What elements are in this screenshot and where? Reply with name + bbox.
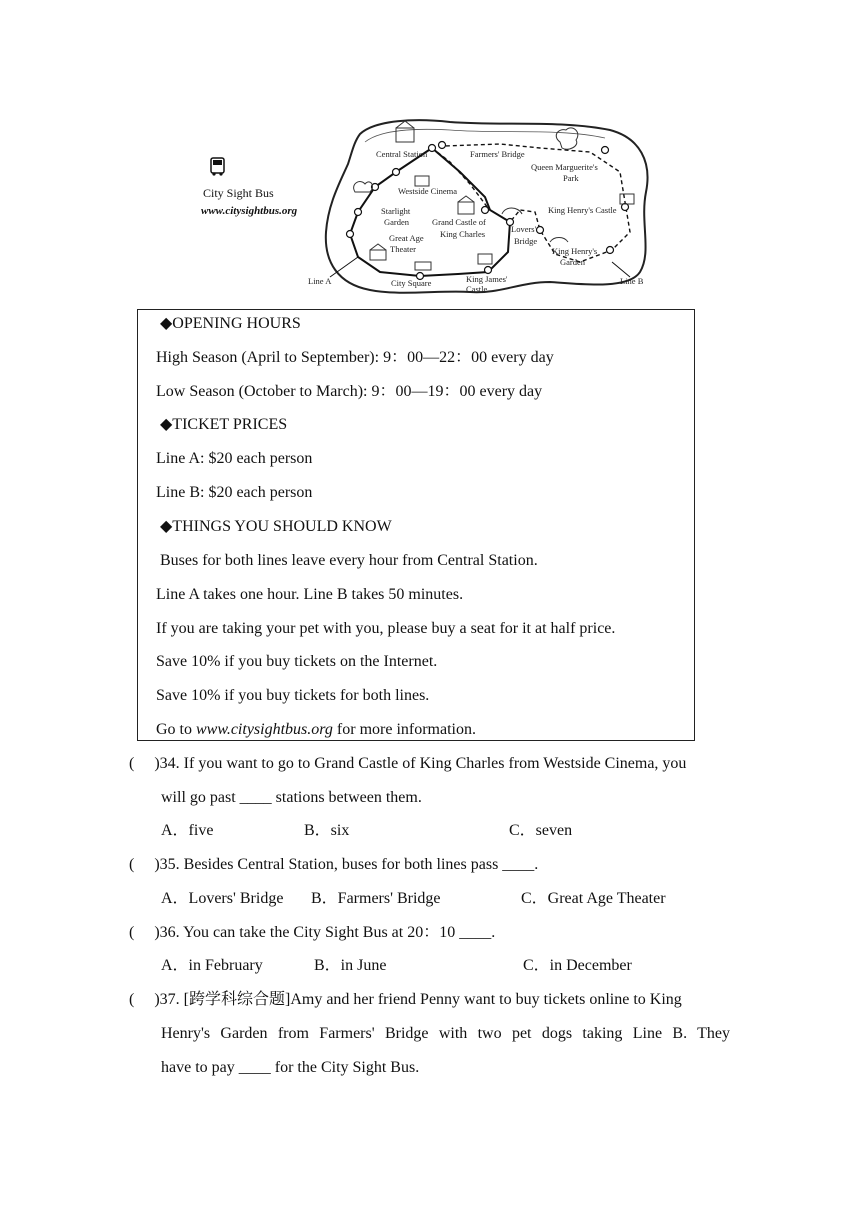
- answer-paren-open[interactable]: (: [129, 924, 135, 941]
- station-city-square: City Square: [391, 278, 432, 288]
- question-37-line2: Henry's Garden from Farmers' Bridge with two pet dogs taking Line B. They: [161, 1025, 730, 1042]
- station-grand-castle-1: Grand Castle of: [432, 217, 486, 227]
- question-37-line3: have to pay ____ for the City Sight Bus.: [161, 1059, 420, 1076]
- answer-paren-open[interactable]: (: [129, 755, 135, 772]
- brand-url: www.citysightbus.org: [201, 205, 298, 217]
- island-inner-line: [365, 129, 605, 142]
- station-henry-garden-1: King Henry's: [552, 246, 598, 256]
- know-item-2: Line A takes one hour. Line B takes 50 minutes.: [156, 586, 464, 603]
- option-a[interactable]: A．five: [161, 822, 214, 839]
- option-a[interactable]: A．in February: [161, 957, 263, 974]
- know-item-3: If you are taking your pet with you, please buy a seat for it at half price.: [156, 620, 616, 637]
- website-link[interactable]: www.citysightbus.org: [196, 721, 333, 738]
- station-lovers-2: Bridge: [514, 236, 538, 246]
- option-a[interactable]: A．Lovers' Bridge: [161, 890, 284, 907]
- option-c[interactable]: C．seven: [509, 822, 573, 839]
- question-36: [129, 923, 495, 943]
- question-number: )36.: [154, 924, 180, 941]
- question-text: You can take the City Sight Bus at 20：10 ____.: [179, 924, 496, 941]
- know-item-1: Buses for both lines leave every hour from Central Station.: [160, 552, 538, 569]
- bus-icon: [211, 158, 224, 176]
- station-starlight-1: Starlight: [381, 206, 411, 216]
- option-c[interactable]: C．Great Age Theater: [521, 890, 666, 907]
- know-item-4: Save 10% if you buy tickets on the Internet.: [156, 653, 438, 670]
- question-number: )34.: [154, 755, 180, 772]
- line-b-pointer: [612, 262, 630, 277]
- line-a-price: Line A: $20 each person: [156, 450, 313, 467]
- brand-title: City Sight Bus: [203, 186, 274, 200]
- option-c[interactable]: C．in December: [523, 957, 632, 974]
- question-text: [跨学科综合题]Amy and her friend Penny want to buy tickets online to King: [179, 991, 682, 1008]
- station-henry-garden-2: Garden: [560, 257, 586, 267]
- option-b[interactable]: B．Farmers' Bridge: [311, 890, 441, 907]
- know-item-5: Save 10% if you buy tickets for both lines.: [156, 687, 430, 704]
- know-item-6-suffix: for more information.: [332, 721, 476, 738]
- know-item-6-prefix: Go to: [156, 721, 196, 738]
- question-number: )35.: [154, 856, 180, 873]
- answer-paren-open[interactable]: (: [129, 856, 135, 873]
- question-34: [129, 754, 686, 774]
- line-a-label: Line A: [308, 276, 332, 286]
- line-b-label: Line B: [620, 276, 644, 286]
- low-season-hours: Low Season (October to March): 9：00—19：00 every day: [156, 383, 543, 400]
- station-queen-park-2: Park: [563, 173, 579, 183]
- city-sight-bus-map: [200, 112, 660, 302]
- station-queen-park-1: Queen Marguerite's: [531, 162, 598, 172]
- question-35: [129, 855, 538, 875]
- station-farmers-bridge: Farmers' Bridge: [470, 149, 525, 159]
- station-james-castle-1: King James': [466, 274, 508, 284]
- answer-paren-open[interactable]: (: [129, 991, 135, 1008]
- question-37: [129, 990, 682, 1010]
- opening-hours-heading: ◆OPENING HOURS: [160, 315, 301, 332]
- station-central: Central Station: [376, 149, 428, 159]
- station-great-age-1: Great Age: [389, 233, 424, 243]
- route-map-figure: [200, 112, 660, 302]
- station-james-castle-2: Castle: [466, 284, 488, 294]
- question-number: )37.: [154, 991, 180, 1008]
- station-grand-castle-2: King Charles: [440, 229, 486, 239]
- high-season-hours: High Season (April to September): 9：00—22：00 every day: [156, 349, 554, 366]
- question-34-line2: will go past ____ stations between them.: [161, 789, 422, 806]
- station-westside-cinema: Westside Cinema: [398, 186, 458, 196]
- line-b-price: Line B: $20 each person: [156, 484, 313, 501]
- station-lovers-1: Lovers': [511, 224, 537, 234]
- option-b[interactable]: B．in June: [314, 957, 387, 974]
- question-text: If you want to go to Grand Castle of King Charles from Westside Cinema, you: [179, 755, 687, 772]
- station-starlight-2: Garden: [384, 217, 410, 227]
- things-to-know-heading: ◆THINGS YOU SHOULD KNOW: [160, 518, 392, 535]
- option-b[interactable]: B．six: [304, 822, 350, 839]
- ticket-prices-heading: ◆TICKET PRICES: [160, 416, 288, 433]
- station-great-age-2: Theater: [390, 244, 416, 254]
- know-item-6: [156, 720, 476, 740]
- station-henry-castle: King Henry's Castle: [548, 205, 617, 215]
- question-text: Besides Central Station, buses for both lines pass ____.: [179, 856, 539, 873]
